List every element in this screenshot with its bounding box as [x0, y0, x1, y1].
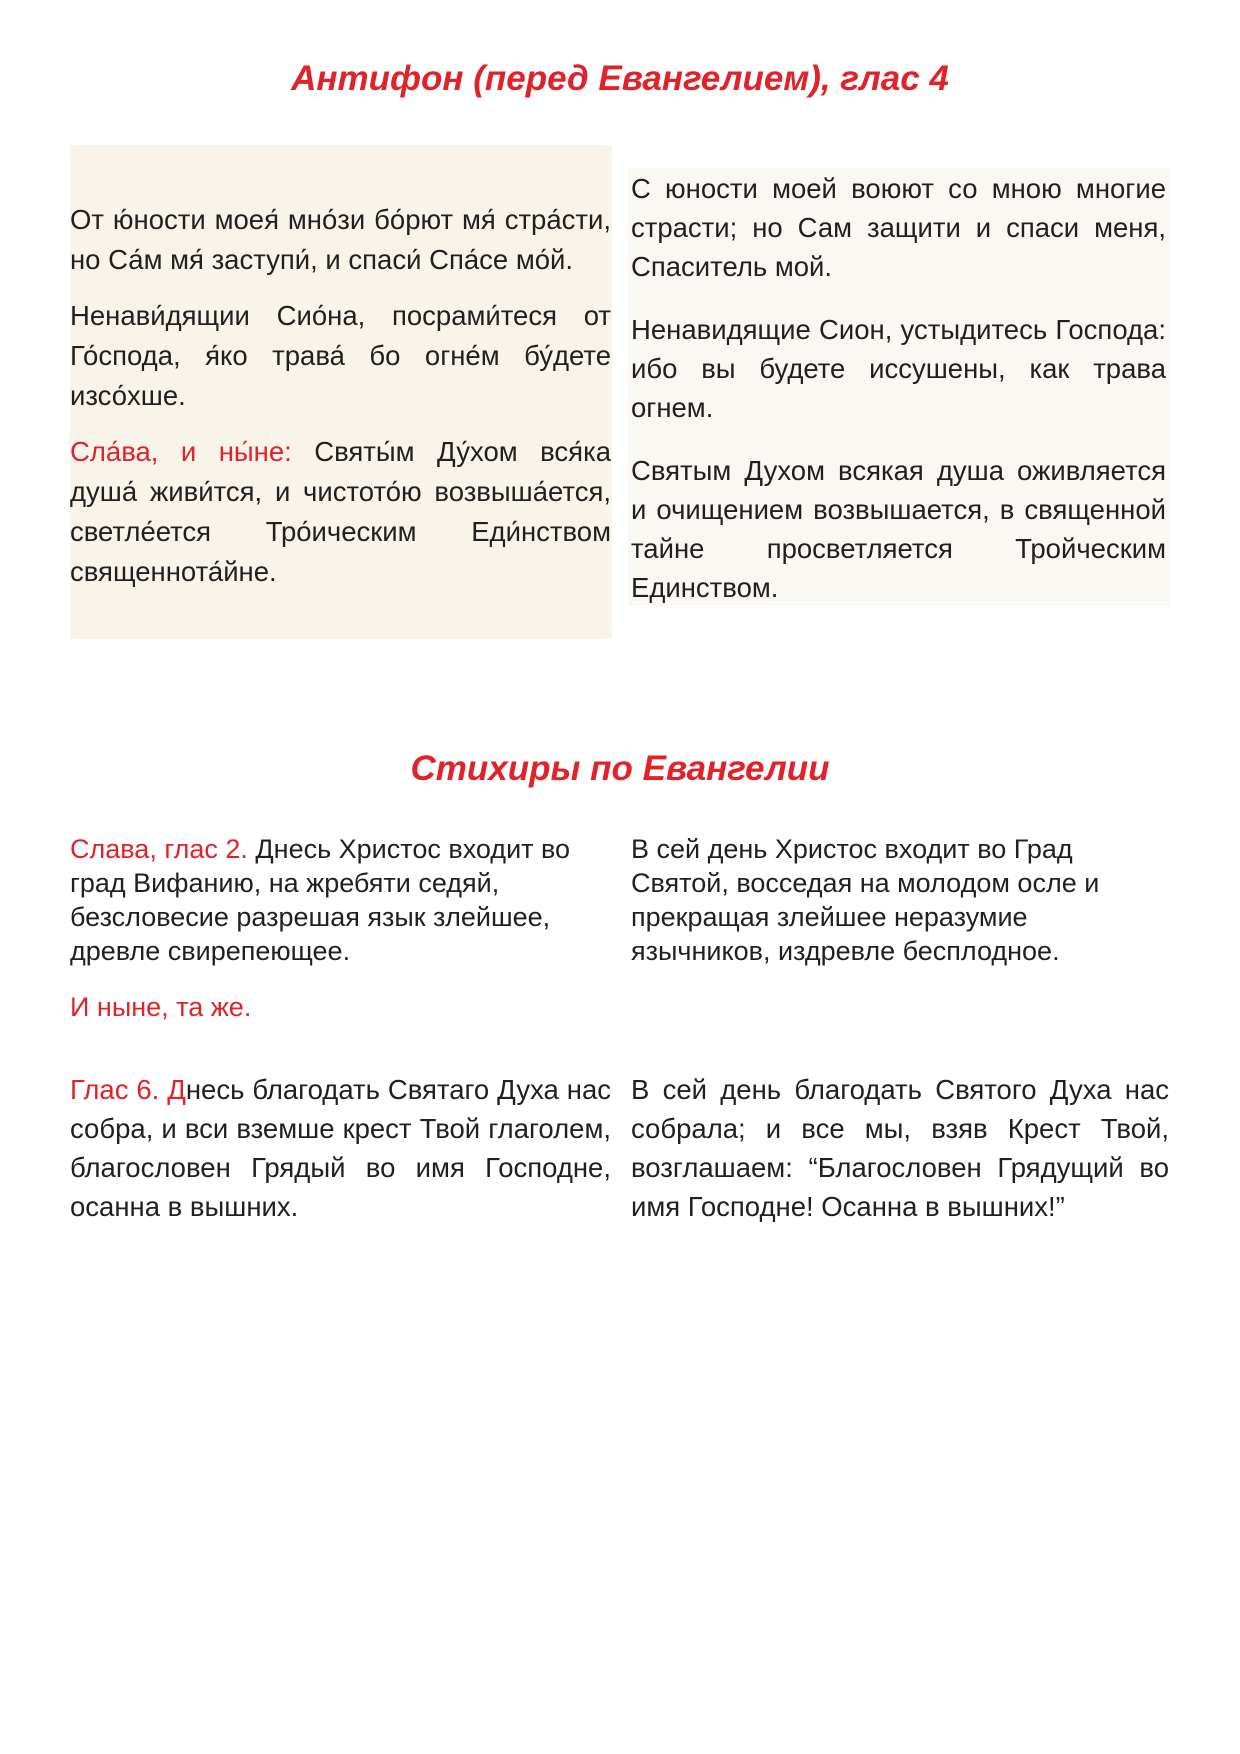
sticheron-2-slavonic-column	[70, 1070, 611, 1226]
sticheron-2-slavonic-body: несь благодать Святаго Духа нас собра, и вси вземше крест Твой глаголем, благословен Грядый во имя Господне, осанна в вышних.	[70, 1074, 611, 1222]
sticheron-1-slavonic-text	[70, 832, 610, 968]
antiphon-russian-verse-2: Ненавидящие Сион, устыдитесь Господа: ибо вы будете иссушены, как трава огнем.	[631, 314, 1166, 423]
antiphon-russian-verse-3: Святым Духом всякая душа оживляется и очищением возвышается, в священной тайне просветляется Тройческим Единством.	[631, 455, 1166, 603]
rubric-glory: Сла́ва, и ны́не:	[70, 436, 292, 467]
antiphon-slavonic-verse-1: От ю́ности моея́ мно́зи бо́рют мя́ стра́сти, но Са́м мя́ заступи́, и спаси́ Спа́се мо́й.	[70, 204, 611, 275]
antiphon-slavonic-verse-3	[70, 432, 611, 592]
sticheron-1-slavonic-body: Днесь Христос входит во град Вифанию, на жребяти седяй, безсловесие разрешая язык злейшее, древле свирепеющее.	[70, 834, 571, 966]
sticheron-1-slavonic-column	[70, 832, 610, 1024]
rubric-tone-6: Глас 6. Д	[70, 1074, 186, 1105]
antiphon-slavonic-verse-3-text: Святы́м Ду́хом вся́ка душа́ живи́тся, и чистото́ю возвыша́ется, светле́ется Тро́ическим Еди́нством священнота́йне.	[70, 436, 611, 587]
rubric-and-now: И ныне, та же.	[70, 992, 252, 1022]
stichera-heading: Стихиры по Евангелии	[410, 749, 830, 788]
antiphon-russian-verse-1: С юности моей воюют со мною многие страсти; но Сам защити и спаси меня, Спаситель мой.	[631, 173, 1166, 282]
antiphon-slavonic-verse-2: Ненави́дящии Сио́на, посрами́теся от Го́спода, я́ко трава́ бо огне́м бу́дете изсо́хше.	[70, 300, 611, 411]
sticheron-2-russian-text: В сей день благодать Святого Духа нас собрала; и все мы, взяв Крест Твой, возглашаем: “Благословен Грядущий во имя Господне! Осанна в вышних!”	[631, 1074, 1169, 1222]
sticheron-2-slavonic-text	[70, 1070, 611, 1226]
antiphon-heading: Антифон (перед Евангелием), глас 4	[291, 59, 949, 98]
antiphon-slavonic-column	[70, 200, 611, 592]
sticheron-1-russian-column	[631, 832, 1171, 968]
sticheron-1-russian-text: В сей день Христос входит во Град Святой, восседая на молодом осле и прекращая злейшее неразумие язычников, издревле бесплодное.	[631, 834, 1100, 966]
rubric-glory-tone-2: Слава, глас 2.	[70, 834, 248, 864]
sticheron-2-russian-column	[631, 1070, 1169, 1226]
antiphon-russian-column	[631, 169, 1166, 607]
